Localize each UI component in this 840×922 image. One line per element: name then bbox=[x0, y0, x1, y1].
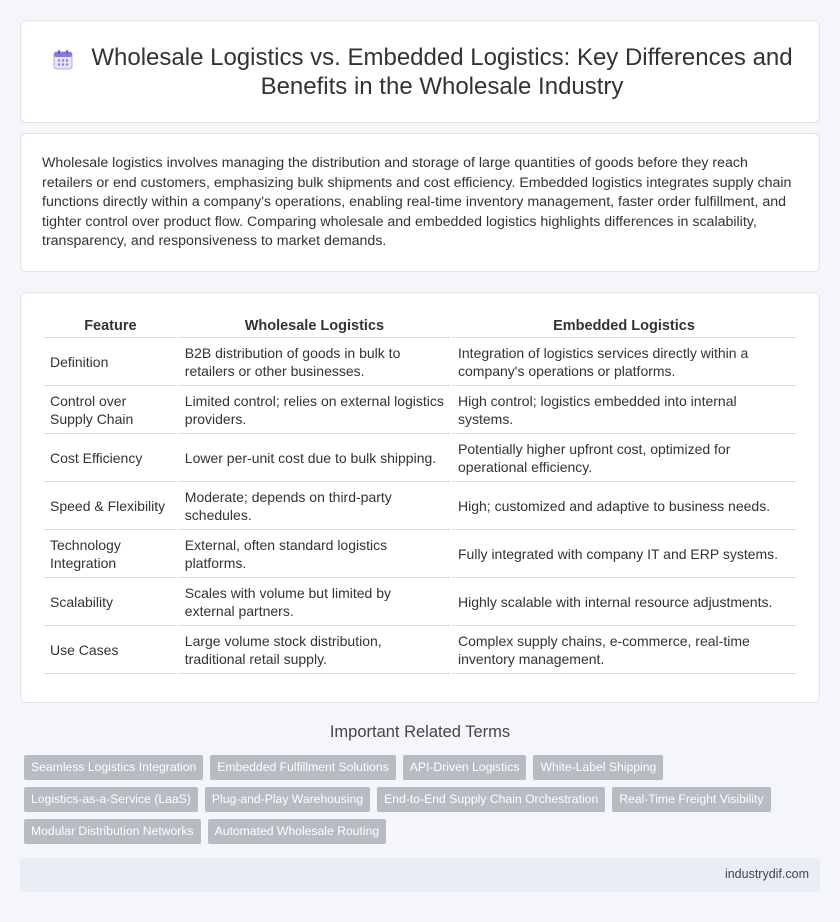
wholesale-cell: Lower per-unit cost due to bulk shipping. bbox=[179, 434, 450, 482]
table-row bbox=[44, 578, 796, 626]
comparison-table bbox=[42, 316, 798, 674]
wholesale-cell: Limited control; relies on external logistics providers. bbox=[179, 386, 450, 434]
table-header-row bbox=[44, 316, 796, 338]
table-row bbox=[44, 530, 796, 578]
footer-site-link[interactable]: industrydif.com bbox=[724, 867, 809, 881]
related-term-tag[interactable]: End-to-End Supply Chain Orchestration bbox=[377, 787, 605, 812]
related-term-tag[interactable]: Automated Wholesale Routing bbox=[208, 819, 387, 844]
wholesale-cell: Scales with volume but limited by external partners. bbox=[179, 578, 450, 626]
related-term-tag[interactable]: Real-Time Freight Visibility bbox=[612, 787, 770, 812]
table-row bbox=[44, 434, 796, 482]
embedded-cell: High; customized and adaptive to business needs. bbox=[452, 482, 796, 530]
comparison-card bbox=[20, 292, 820, 703]
embedded-cell: Fully integrated with company IT and ERP systems. bbox=[452, 530, 796, 578]
related-terms-list bbox=[24, 755, 784, 844]
related-terms-title: Important Related Terms bbox=[329, 723, 511, 741]
embedded-cell: Integration of logistics services directly within a company's operations or platforms. bbox=[452, 338, 796, 386]
feature-cell: Use Cases bbox=[44, 626, 177, 674]
related-term-tag[interactable]: Logistics-as-a-Service (LaaS) bbox=[24, 787, 198, 812]
related-term-tag[interactable]: Embedded Fulfillment Solutions bbox=[210, 755, 395, 780]
embedded-cell: High control; logistics embedded into internal systems. bbox=[452, 386, 796, 434]
footer bbox=[20, 858, 820, 892]
header-card bbox=[20, 20, 820, 123]
table-row bbox=[44, 482, 796, 530]
embedded-cell: Complex supply chains, e-commerce, real-time inventory management. bbox=[452, 626, 796, 674]
column-header-embedded: Embedded Logistics bbox=[452, 316, 796, 338]
column-header-wholesale: Wholesale Logistics bbox=[179, 316, 450, 338]
feature-cell: Speed & Flexibility bbox=[44, 482, 177, 530]
feature-cell: Technology Integration bbox=[44, 530, 177, 578]
embedded-cell: Potentially higher upfront cost, optimized for operational efficiency. bbox=[452, 434, 796, 482]
related-term-tag[interactable]: API-Driven Logistics bbox=[403, 755, 527, 780]
table-row bbox=[44, 386, 796, 434]
feature-cell: Scalability bbox=[44, 578, 177, 626]
wholesale-cell: Moderate; depends on third-party schedules. bbox=[179, 482, 450, 530]
table-row bbox=[44, 338, 796, 386]
related-term-tag[interactable]: Plug-and-Play Warehousing bbox=[205, 787, 370, 812]
related-term-tag[interactable]: Seamless Logistics Integration bbox=[24, 755, 203, 780]
page-title: Wholesale Logistics vs. Embedded Logistics: Key Differences and Benefits in the Wholesale Industry bbox=[91, 43, 793, 100]
intro-card bbox=[20, 133, 820, 272]
table-row bbox=[44, 626, 796, 674]
intro-paragraph: Wholesale logistics involves managing the distribution and storage of large quantities of goods before they reach retailers or end customers, emphasizing bulk shipments and cost efficiency. Embedded logistics integrates supply chain functions directly within a company's operations, enabling real-time inventory management, faster order fulfillment, and tighter control over product flow. Comparing wholesale and embedded logistics highlights differences in scalability, transparency, and responsiveness to market demands. bbox=[42, 155, 792, 250]
feature-cell: Control over Supply Chain bbox=[44, 386, 177, 434]
feature-cell: Definition bbox=[44, 338, 177, 386]
wholesale-cell: Large volume stock distribution, traditional retail supply. bbox=[179, 626, 450, 674]
feature-cell: Cost Efficiency bbox=[44, 434, 177, 482]
column-header-feature: Feature bbox=[44, 316, 177, 338]
embedded-cell: Highly scalable with internal resource adjustments. bbox=[452, 578, 796, 626]
related-term-tag[interactable]: Modular Distribution Networks bbox=[24, 819, 201, 844]
wholesale-cell: B2B distribution of goods in bulk to retailers or other businesses. bbox=[179, 338, 450, 386]
wholesale-cell: External, often standard logistics platforms. bbox=[179, 530, 450, 578]
related-term-tag[interactable]: White-Label Shipping bbox=[533, 755, 663, 780]
